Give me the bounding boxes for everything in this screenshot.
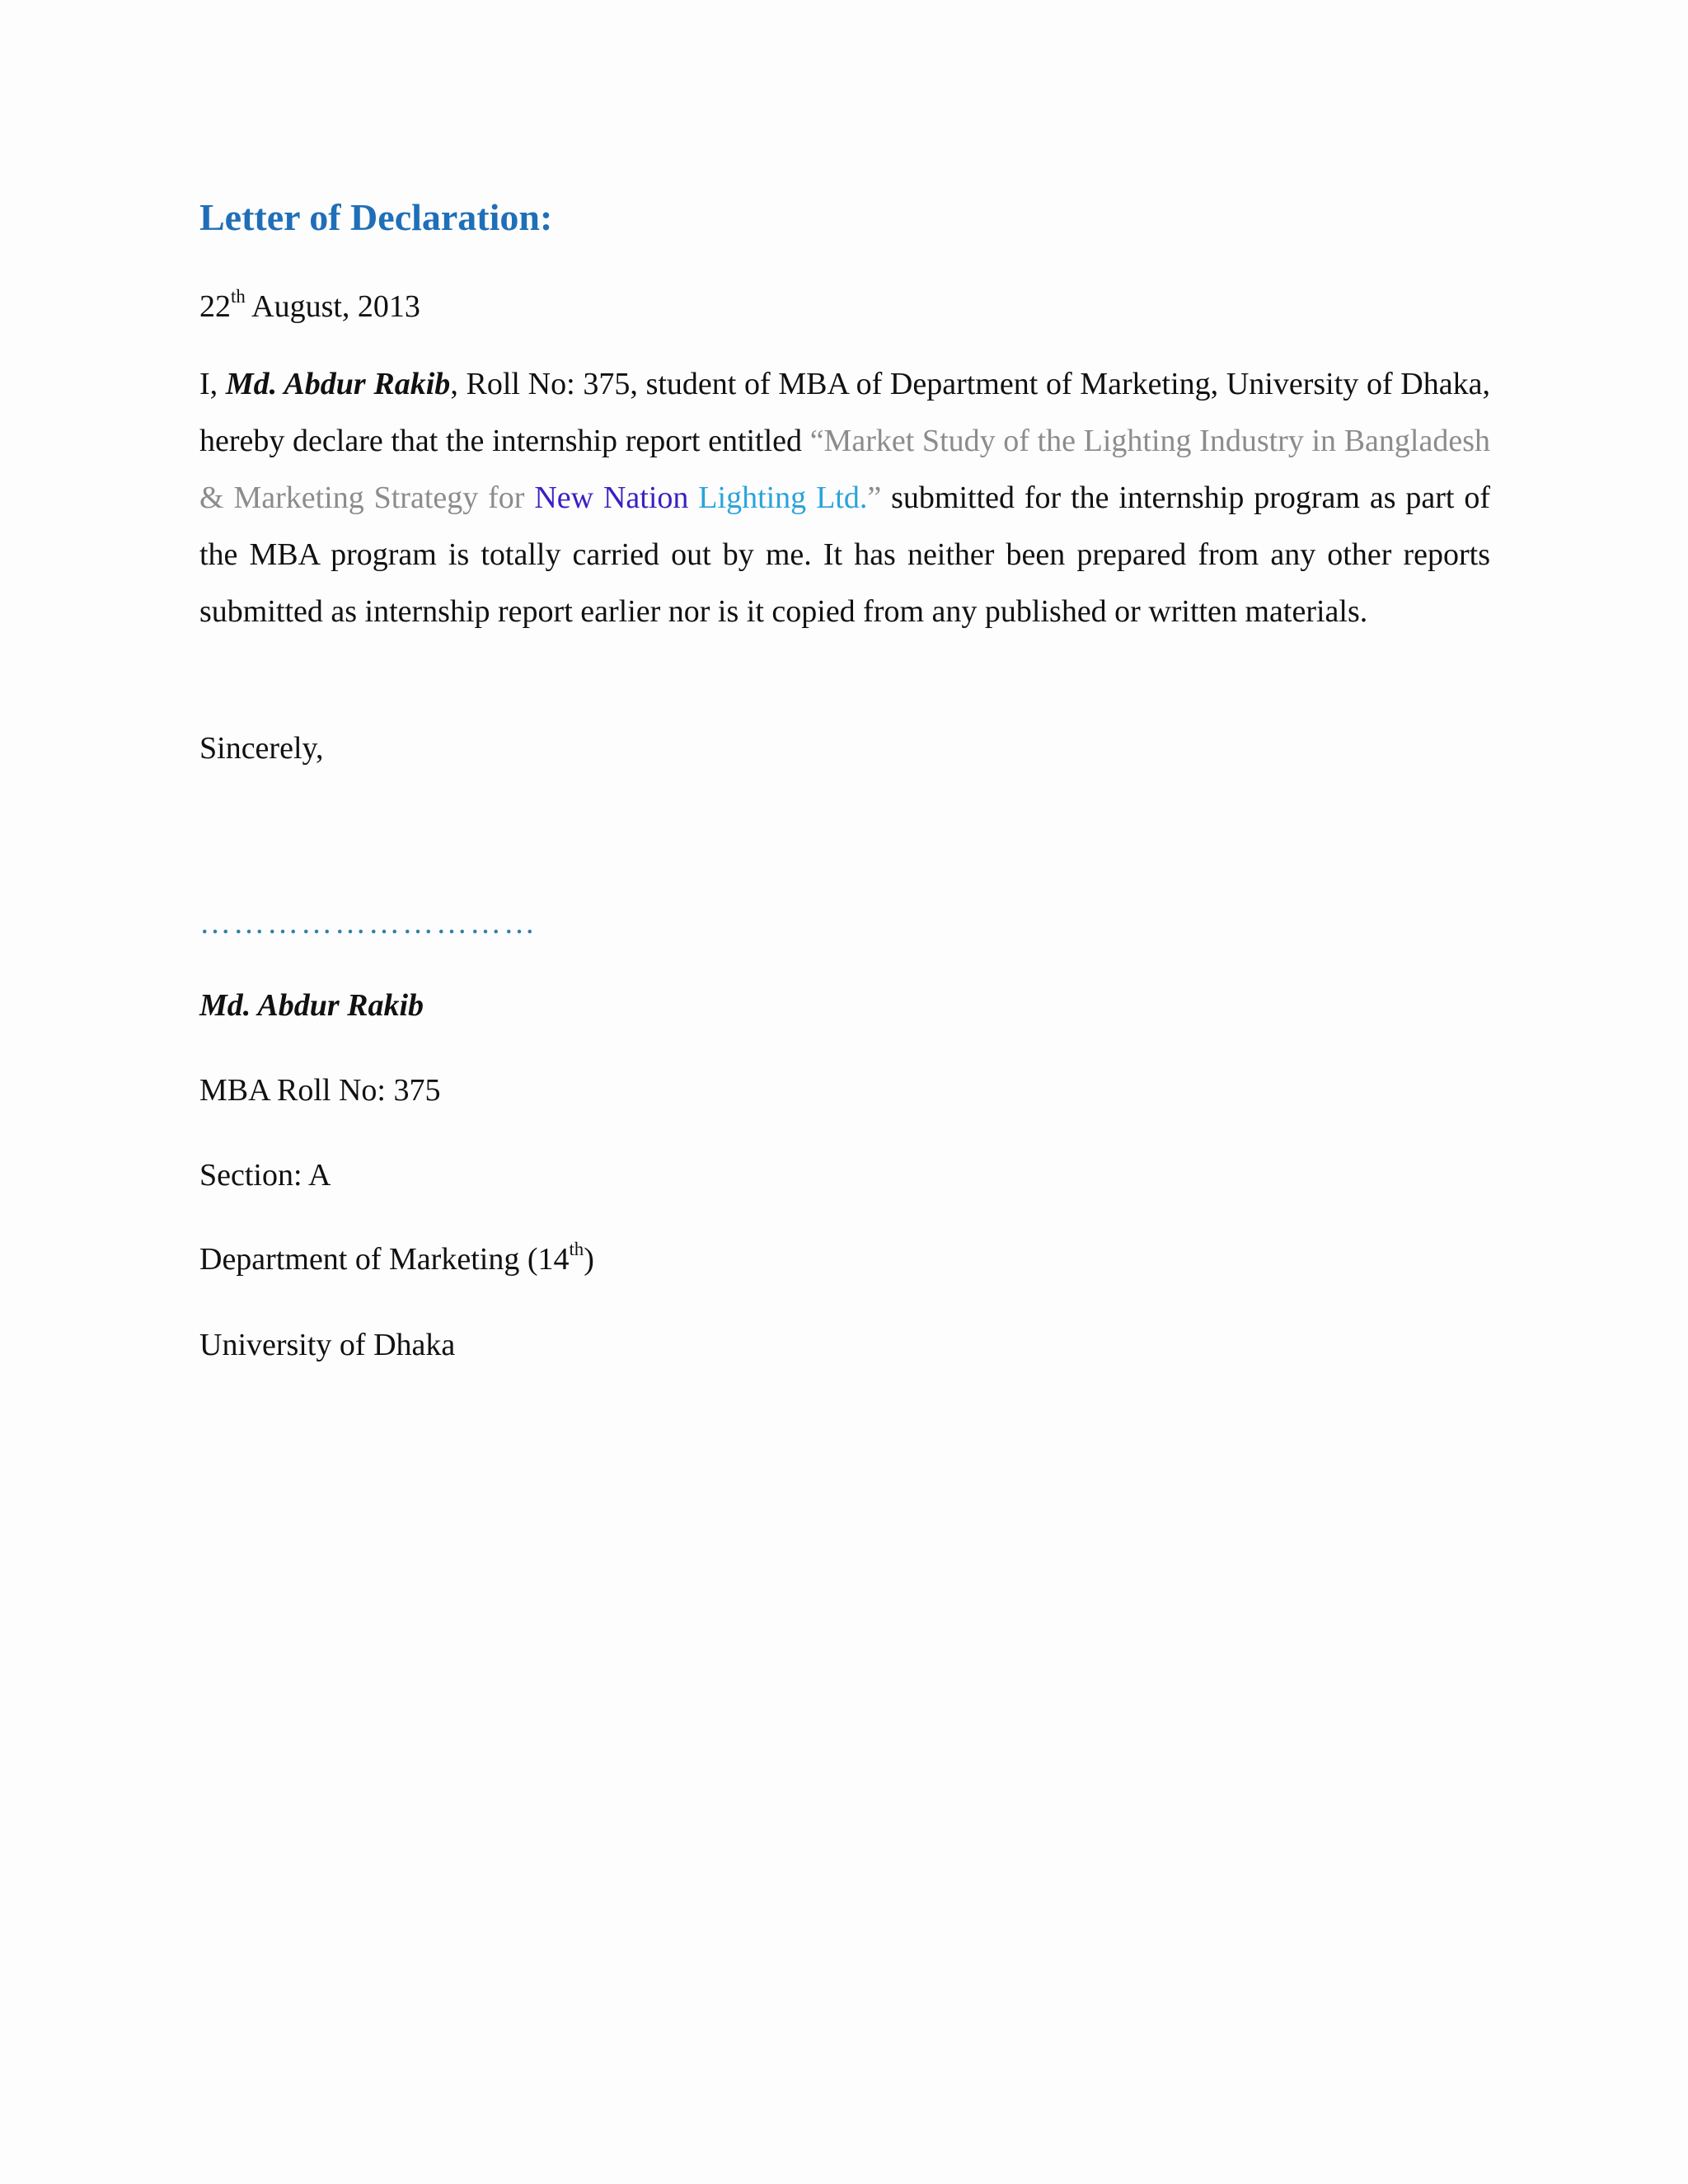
signer-section: Section: A	[199, 1158, 331, 1193]
signature-line: …………………………	[199, 906, 537, 940]
page-title: Letter of Declaration:	[199, 196, 553, 238]
report-title-space	[688, 480, 698, 515]
signer-roll: MBA Roll No: 375	[199, 1073, 441, 1108]
department-close: )	[584, 1242, 594, 1277]
department-suffix: th	[569, 1238, 584, 1259]
report-title-company-suffix: Lighting Ltd.	[698, 480, 868, 515]
declaration-part-2: submitted for the internship program as part of the MBA program is totally carried out by me. It has neither been prepared from any other reports submitted as internship report earlier nor is it copied from any published or written materials.	[199, 480, 1491, 629]
declaration-part-1: , Roll No: 375, student of MBA of Department of Marketing, University of Dhaka, hereby declare that the internship report entitled	[199, 367, 1490, 458]
date-day-suffix: th	[231, 285, 246, 307]
report-title-company: New Nation	[534, 480, 689, 515]
declarant-name: Md. Abdur Rakib	[225, 367, 451, 401]
letter-date	[199, 285, 420, 326]
signer-university: University of Dhaka	[199, 1328, 456, 1362]
report-title-close-quote: ”	[867, 480, 882, 515]
department-prefix: Department of Marketing (14	[199, 1242, 570, 1277]
report-title: “Market Study of the Lighting Industry in Bangladesh & Marketing Strategy for	[199, 424, 1490, 515]
signer-name: Md. Abdur Rakib	[199, 988, 424, 1023]
declaration-prefix: I,	[199, 367, 226, 401]
date-rest: August, 2013	[245, 289, 420, 324]
signer-department	[199, 1238, 594, 1279]
declaration-paragraph	[199, 356, 1490, 640]
date-day: 22	[199, 289, 231, 324]
closing: Sincerely,	[199, 731, 324, 766]
